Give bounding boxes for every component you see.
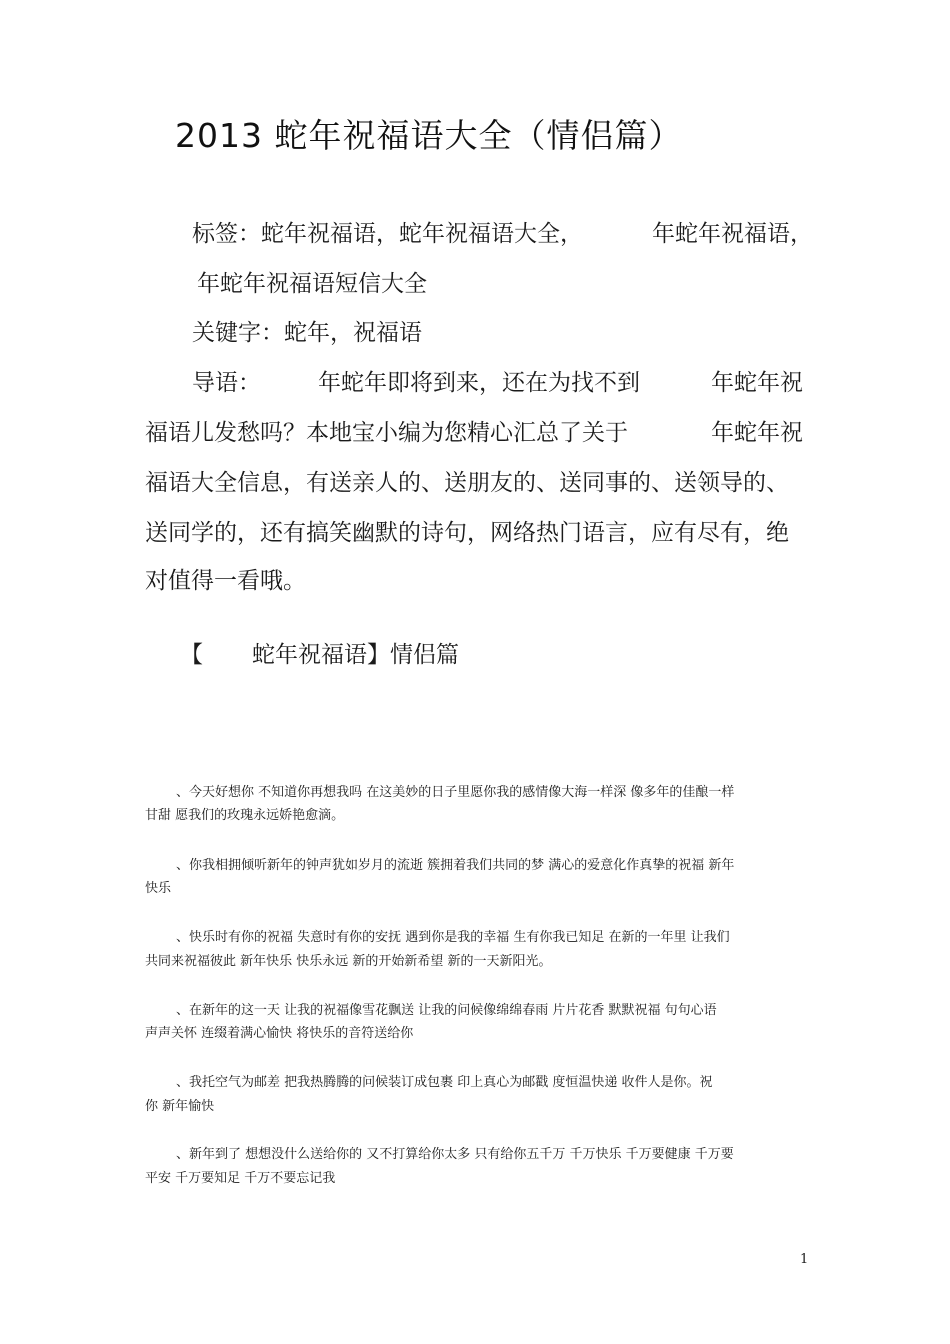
list-item-4-line-1: 、在新年的这一天 让我的祝福像雪花飘送 让我的问候像绵绵春雨 片片花香 默默祝福 句句心语 <box>176 1003 717 1018</box>
keywords-line: 关键字：蛇年，祝福语 <box>192 320 422 346</box>
page-number: 1 <box>800 1252 809 1267</box>
tags-line-1a: 标签：蛇年祝福语，蛇年祝福语大全， <box>192 221 583 247</box>
list-item-6-line-1: 、新年到了 想想没什么送给你的 又不打算给你太多 只有给你五千万 千万快乐 千万要健康 千万要 <box>176 1147 734 1162</box>
intro-line-5: 对值得一看哦。 <box>145 568 306 594</box>
document-title: 2013 蛇年祝福语大全（情侣篇） <box>175 116 683 155</box>
intro-line-4: 送同学的，还有搞笑幽默的诗句，网络热门语言，应有尽有，绝 <box>145 520 789 546</box>
intro-line-3: 福语大全信息，有送亲人的、送朋友的、送同事的、送领导的、 <box>145 470 789 496</box>
intro-line-2b: 年蛇年祝 <box>711 420 803 446</box>
list-item-2-line-2: 快乐 <box>145 881 172 896</box>
intro-line-1c: 年蛇年祝 <box>711 370 803 396</box>
list-item-4-line-2: 声声关怀 连缀着满心愉快 将快乐的音符送给你 <box>145 1026 414 1041</box>
section-heading: 蛇年祝福语】情侣篇 <box>252 642 459 668</box>
list-item-1-line-1: 、今天好想你 不知道你再想我吗 在这美妙的日子里愿你我的感情像大海一样深 像多年的佳酿一样 <box>176 785 735 800</box>
list-item-1-line-2: 甘甜 愿我们的玫瑰永远娇艳愈滴。 <box>145 808 345 823</box>
intro-line-1a: 导语： <box>192 370 261 396</box>
list-item-2-line-1: 、你我相拥倾听新年的钟声犹如岁月的流逝 簇拥着我们共同的梦 满心的爱意化作真挚的祝福 新年 <box>176 858 735 873</box>
section-heading-bracket: 【 <box>180 642 203 668</box>
list-item-3-line-1: 、快乐时有你的祝福 失意时有你的安抚 遇到你是我的幸福 生有你我已知足 在新的一年里 让我们 <box>176 930 730 945</box>
tags-line-1b: 年蛇年祝福语， <box>652 221 813 247</box>
intro-line-1b: 年蛇年即将到来，还在为找不到 <box>318 370 640 396</box>
intro-line-2a: 福语儿发愁吗？本地宝小编为您精心汇总了关于 <box>145 420 628 446</box>
list-item-3-line-2: 共同来祝福彼此 新年快乐 快乐永远 新的开始新希望 新的一天新阳光。 <box>145 954 552 969</box>
list-item-5-line-1: 、我托空气为邮差 把我热腾腾的问候装订成包裹 印上真心为邮戳 度恒温快递 收件人是你。祝 <box>176 1075 713 1090</box>
list-item-5-line-2: 你 新年愉快 <box>145 1099 215 1114</box>
list-item-6-line-2: 平安 千万要知足 千万不要忘记我 <box>145 1171 336 1186</box>
tags-line-2: 年蛇年祝福语短信大全 <box>197 271 427 297</box>
